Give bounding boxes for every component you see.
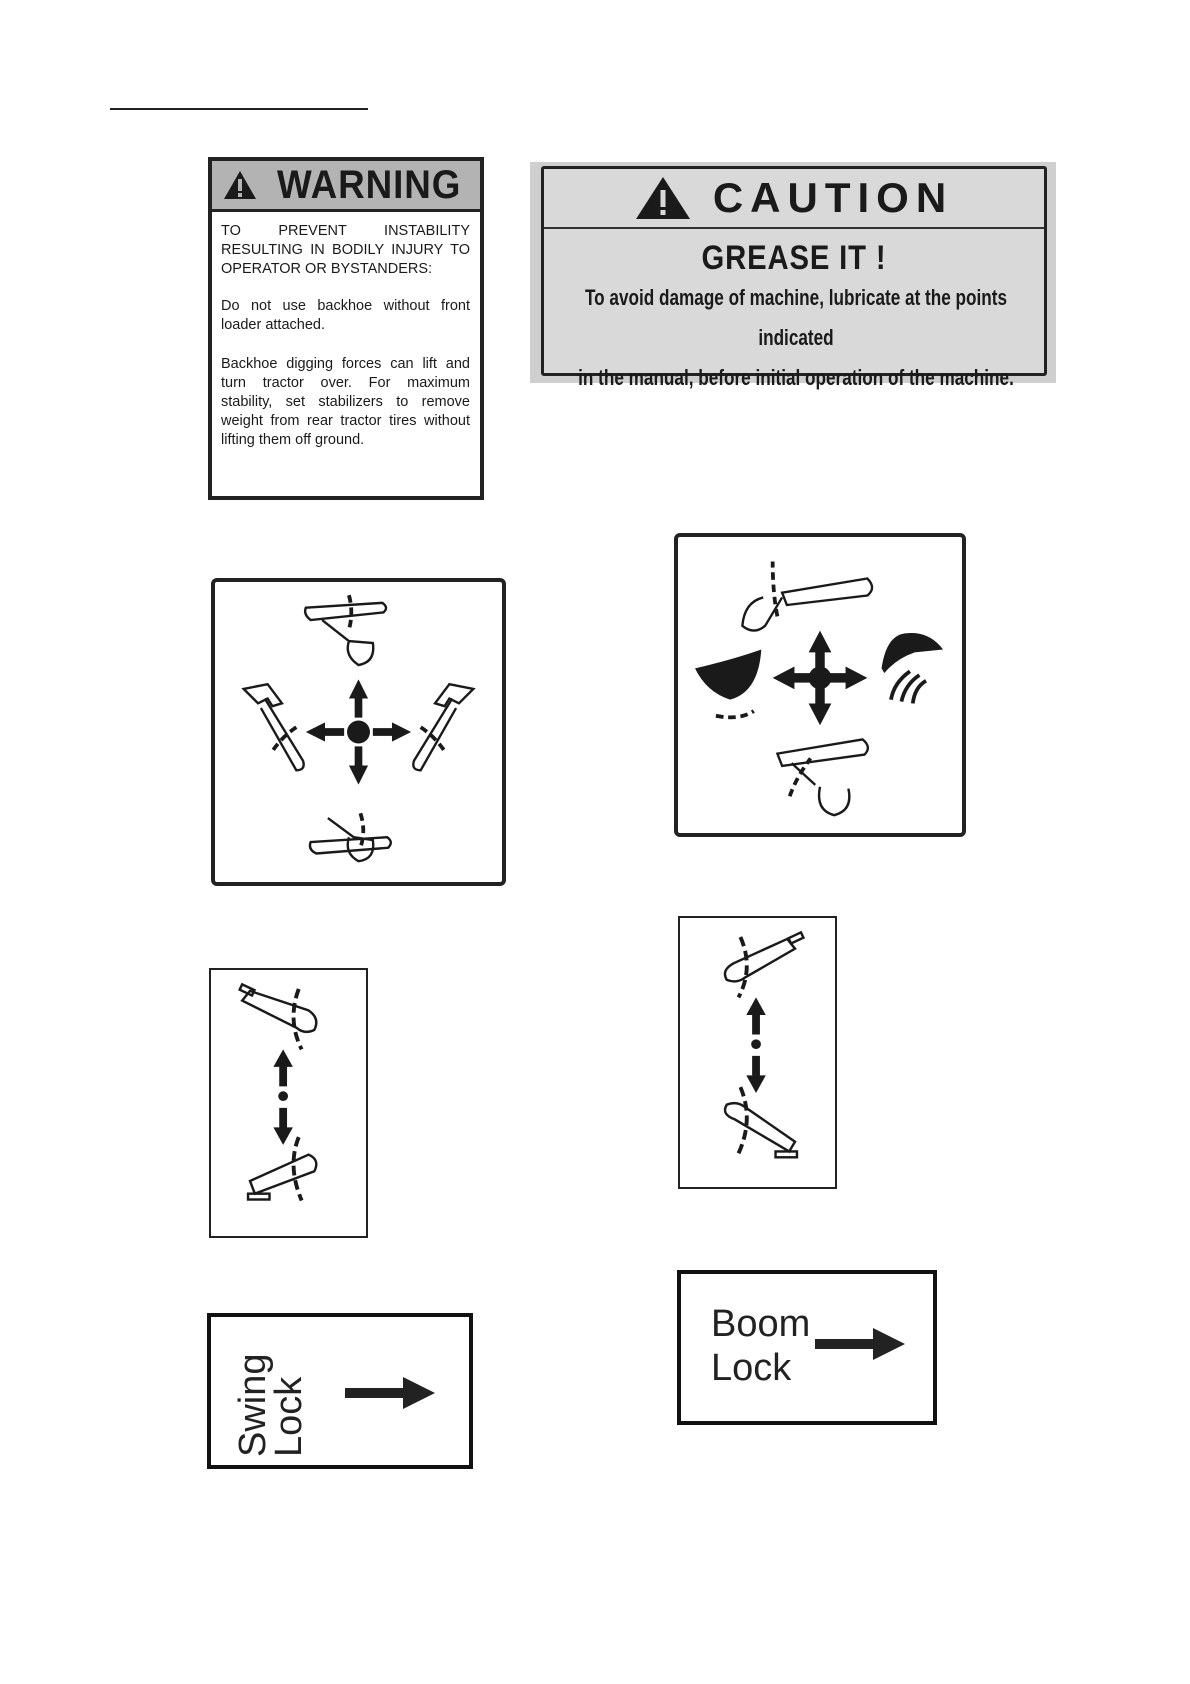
warning-text-3: Backhoe digging forces can lift and turn tractor over. For maximum stability, set stabilizers to remove weight from rear tractor tires without lifting them off ground. [221, 356, 470, 448]
arrow-right-icon [815, 1326, 907, 1362]
caution-text-2: in the manual, before initial operation of the machine. [578, 365, 1014, 390]
header-rule [110, 108, 368, 110]
backhoe-dipper-bucket-control-icon [678, 537, 962, 833]
boom-lock-label [677, 1270, 937, 1425]
swing-lock-word-2: Lock [268, 1376, 310, 1457]
caution-decal [541, 166, 1047, 390]
caution-title: CAUTION [712, 174, 954, 221]
boom-lock-word-1: Boom [711, 1303, 811, 1345]
warning-triangle-icon [635, 176, 691, 220]
backhoe-boom-swing-control-icon [215, 582, 502, 882]
caution-subtitle: GREASE IT ! [701, 239, 887, 277]
warning-title: WARNING [276, 162, 462, 207]
caution-header [544, 169, 1044, 229]
warning-decal [208, 157, 484, 500]
dipper-bucket-control-decal [674, 533, 966, 837]
caution-text-1: To avoid damage of machine, lubricate at the points indicated [584, 285, 1008, 350]
swing-lock-text [232, 1353, 310, 1458]
warning-triangle-icon [223, 170, 257, 200]
swing-lock-word-1: Swing [232, 1353, 274, 1457]
swing-lock-label [207, 1313, 473, 1469]
boom-lock-text [711, 1302, 810, 1390]
warning-text-2: Do not use backhoe without front loader attached. [221, 298, 470, 333]
arrow-right-icon [345, 1375, 437, 1411]
right-stabilizer-control-decal [678, 916, 837, 1189]
left-stabilizer-control-decal [209, 968, 368, 1238]
warning-header [212, 161, 480, 212]
boom-swing-control-decal [211, 578, 506, 886]
boom-lock-word-2: Lock [711, 1347, 792, 1389]
right-stabilizer-control-icon [680, 918, 835, 1187]
left-stabilizer-control-icon [211, 970, 366, 1236]
warning-body [212, 212, 480, 450]
warning-text-1: TO PREVENT INSTABILITY RESULTING IN BODILY INJURY TO OPERATOR OR BYSTANDERS: [221, 223, 470, 277]
